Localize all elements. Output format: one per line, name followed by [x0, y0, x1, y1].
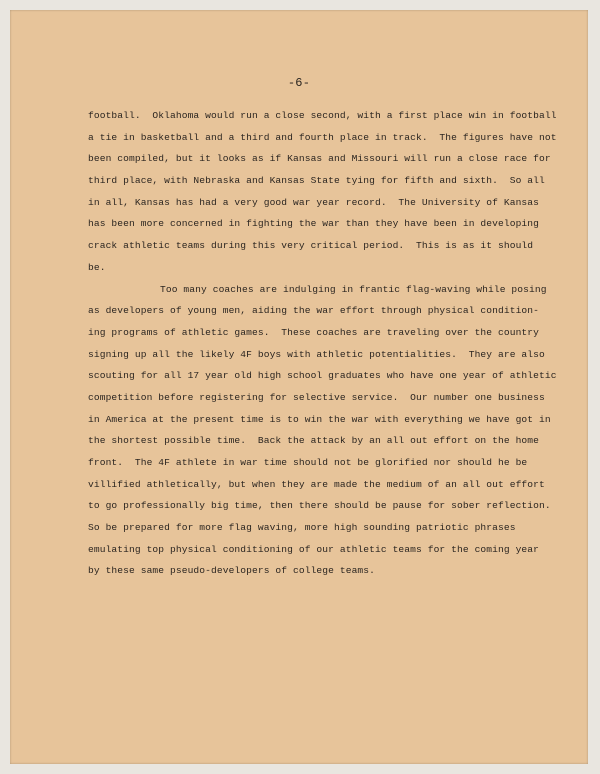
text-line: emulating top physical conditioning of our athletic teams for the coming year: [88, 543, 540, 555]
text-line: villified athletically, but when they are made the medium of an all out effort: [88, 478, 545, 490]
text-line: to go professionally big time, then there should be pause for sober reflection.: [88, 500, 551, 512]
text-line: Too many coaches are indulging in frantic flag-waving while posing: [160, 283, 547, 295]
text-line: be.: [88, 261, 106, 273]
text-line: a tie in basketball and a third and fourth place in track. The figures have not: [88, 131, 557, 143]
page-number: -6-: [287, 76, 311, 90]
text-line: been compiled, but it looks as if Kansas and Missouri will run a close race for: [88, 153, 551, 165]
document-page: [10, 10, 588, 764]
text-line: by these same pseudo-developers of college teams.: [88, 565, 376, 577]
text-line: crack athletic teams during this very critical period. This is as it should: [88, 240, 534, 252]
text-line: competition before registering for selective service. Our number one business: [88, 391, 545, 403]
text-line: ing programs of athletic games. These coaches are traveling over the country: [88, 326, 540, 338]
text-line: as developers of young men, aiding the war effort through physical condition-: [88, 305, 540, 317]
text-line: the shortest possible time. Back the attack by an all out effort on the home: [88, 435, 540, 447]
text-line: front. The 4F athlete in war time should not be glorified nor should he be: [88, 457, 528, 468]
text-line: signing up all the likely 4F boys with athletic potentialities. They are also: [88, 348, 545, 360]
text-line: So be prepared for more flag waving, more high sounding patriotic phrases: [88, 522, 516, 534]
body-text: [88, 105, 558, 582]
text-line: third place, with Nebraska and Kansas State tying for fifth and sixth. So all: [88, 175, 545, 187]
text-line: in all, Kansas has had a very good war year record. The University of Kansas: [88, 196, 540, 208]
text-line: scouting for all 17 year old high school graduates who have one year of athletic: [88, 370, 557, 382]
text-line: football. Oklahoma would run a close second, with a first place win in football: [88, 110, 557, 121]
text-line: in America at the present time is to win the war with everything we have got in: [88, 413, 551, 425]
text-line: has been more concerned in fighting the war than they have been in developing: [88, 218, 540, 230]
